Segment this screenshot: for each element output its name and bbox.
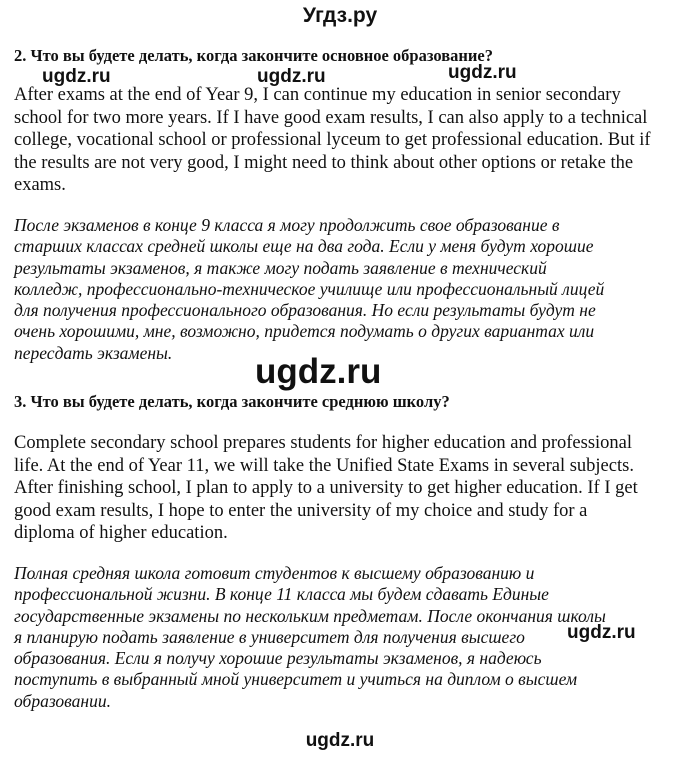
text-line: После экзаменов в конце 9 класса я могу продолжить свое образование в <box>14 215 560 235</box>
question-2-heading: 2. Что вы будете делать, когда закончите основное образование? <box>14 46 493 65</box>
text-line: образовании. <box>14 690 111 711</box>
text-line: the results are not very good, I might need to think about other options or retake the <box>14 152 634 173</box>
text-line: для получения профессионального образования. Но если результаты будут не <box>14 300 596 321</box>
text-line: After exams at the end of Year 9, I can continue my education in senior secondary <box>14 85 621 105</box>
text-line: exams. <box>14 175 66 196</box>
watermark: ugdz.ru <box>448 62 517 83</box>
text-line: diploma of higher education. <box>14 523 228 544</box>
text-line: старших классах средней школы еще на два года. Если у меня будут хорошие <box>14 236 594 257</box>
text-line: life. At the end of Year 11, we will take the Unified State Exams in several subjects. <box>14 455 634 476</box>
text-line: school for two more years. If I have good exam results, I can also apply to a technical <box>14 107 648 128</box>
question-2-answer-english <box>14 84 674 197</box>
question-3-heading: 3. Что вы будете делать, когда закончите среднюю школу? <box>14 392 450 411</box>
text-line: профессиональной жизни. В конце 11 класса мы будем сдавать Единые <box>14 584 549 605</box>
text-line: колледж, профессионально-техническое училище или профессиональный лицей <box>14 278 605 299</box>
watermark: ugdz.ru <box>42 66 111 87</box>
question-3-answer-english <box>14 432 674 545</box>
text-line: я планирую подать заявление в университет для получения высшего <box>14 626 525 647</box>
text-line: государственные экзамены по нескольким предметам. После окончания школы <box>14 605 606 626</box>
watermark: ugdz.ru <box>255 352 382 391</box>
text-line: good exam results, I hope to enter the university of my choice and study for a <box>14 500 588 521</box>
site-title: Угдз.ру <box>302 4 378 27</box>
text-line: Complete secondary school prepares students for higher education and professional <box>14 433 633 453</box>
text-line: пересдать экзамены. <box>14 342 173 363</box>
text-line: college, vocational school or professional lyceum to get professional education. But if <box>14 130 651 151</box>
text-line: поступить в выбранный мной университет и учиться на диплом о высшем <box>14 669 578 690</box>
watermark: ugdz.ru <box>257 66 326 87</box>
text-line: After finishing school, I plan to apply to a university to get higher education. If I get <box>14 478 638 499</box>
text-line: очень хорошими, мне, возможно, придется подумать о других вариантах или <box>14 321 595 342</box>
question-2-answer-russian <box>14 215 674 364</box>
watermark: ugdz.ru <box>305 730 375 751</box>
watermark: ugdz.ru <box>567 622 636 643</box>
text-line: образования. Если я получу хорошие результаты экзаменов, я надеюсь <box>14 648 542 669</box>
text-line: Полная средняя школа готовит студентов к высшему образованию и <box>14 563 535 583</box>
text-line: результаты экзаменов, я также могу подать заявление в технический <box>14 257 547 278</box>
